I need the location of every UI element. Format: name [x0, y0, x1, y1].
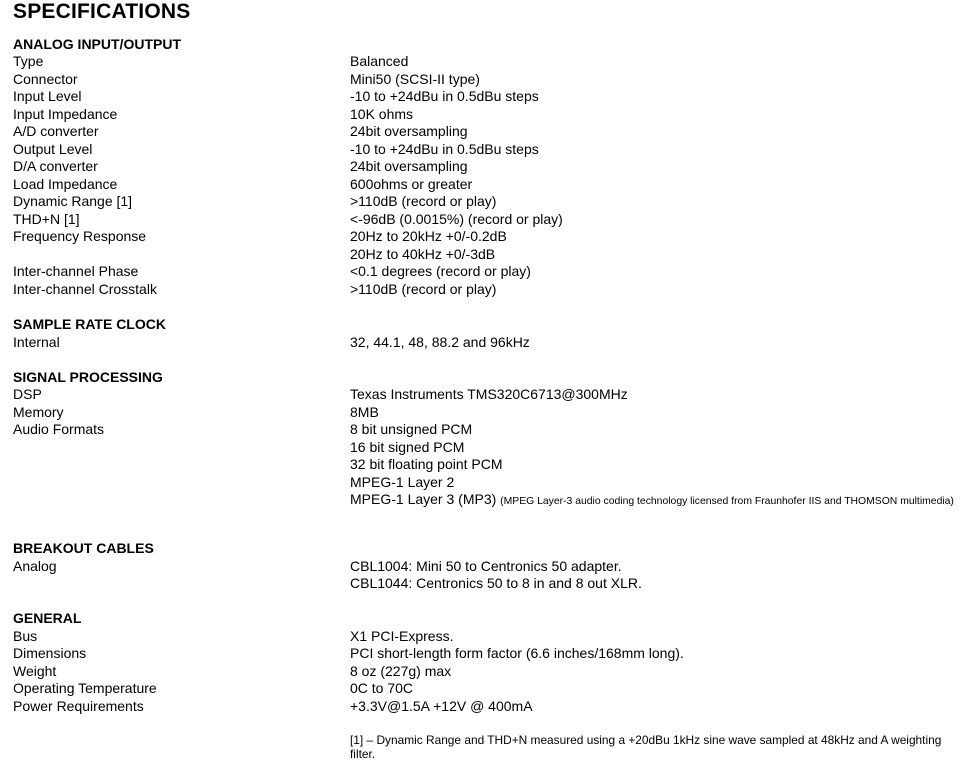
spec-row	[0, 281, 967, 299]
section-heading-label: BREAKOUT CABLES	[13, 540, 154, 556]
section-heading-signal	[0, 369, 967, 387]
spec-value: PCI short-length form factor (6.6 inches/168mm long).	[350, 645, 684, 661]
spec-row	[0, 71, 967, 89]
spec-row	[0, 439, 967, 457]
spec-value: 10K ohms	[350, 105, 414, 122]
spec-label: Memory	[13, 403, 64, 420]
spec-label: Load Impedance	[13, 175, 118, 192]
spec-value: <-96dB (0.0015%) (record or play)	[350, 210, 563, 227]
section-heading-general	[0, 610, 967, 628]
spec-value: 24bit oversampling	[350, 123, 468, 139]
spec-label: Inter-channel Crosstalk	[13, 280, 157, 297]
spec-label: Type	[13, 53, 44, 69]
spec-row	[0, 176, 967, 194]
section-heading-label: SIGNAL PROCESSING	[13, 368, 163, 385]
spec-value: 8MB	[350, 403, 379, 420]
spec-label: Weight	[13, 662, 57, 679]
spec-value: CBL1004: Mini 50 to Centronics 50 adapter.	[350, 557, 622, 574]
page-title: SPECIFICATIONS	[13, 0, 191, 23]
spec-label: A/D converter	[13, 123, 99, 139]
spec-row	[0, 491, 967, 523]
spec-value: >110dB (record or play)	[350, 193, 497, 209]
spec-row	[0, 228, 967, 246]
spec-value: MPEG-1 Layer 2	[350, 473, 455, 490]
spec-row	[0, 53, 967, 71]
spec-value: X1 PCI-Express.	[350, 627, 454, 644]
spec-value: >110dB (record or play)	[350, 280, 497, 297]
spec-label: Audio Formats	[13, 421, 105, 437]
spec-row	[0, 386, 967, 404]
spec-label: Frequency Response	[13, 228, 147, 244]
spec-value: Balanced	[350, 53, 409, 69]
spec-label: Dynamic Range [1]	[13, 193, 133, 209]
section-heading-label: ANALOG INPUT/OUTPUT	[13, 36, 181, 52]
spec-row	[0, 211, 967, 229]
spec-label: Analog	[13, 557, 57, 574]
spec-row	[0, 404, 967, 422]
license-note: (MPEG Layer-3 audio coding technology licensed from Fraunhofer IIS and THOMSON multimedia)	[500, 496, 954, 507]
spec-value: 32 bit floating point PCM	[350, 456, 503, 472]
spec-row	[0, 645, 967, 663]
spec-label: THD+N [1]	[13, 210, 80, 227]
spec-row	[0, 106, 967, 124]
spec-row	[0, 575, 967, 593]
spec-value: 20Hz to 20kHz +0/-0.2dB	[350, 228, 507, 244]
spec-value: <0.1 degrees (record or play)	[350, 263, 531, 279]
spec-label: D/A converter	[13, 158, 98, 174]
spec-row	[0, 263, 967, 281]
spec-value: Texas Instruments TMS320C6713@300MHz	[350, 386, 628, 402]
spec-label: Operating Temperature	[13, 680, 157, 696]
spec-row	[0, 698, 967, 716]
spec-value: 8 bit unsigned PCM	[350, 421, 473, 437]
spec-row	[0, 680, 967, 698]
spec-row	[0, 628, 967, 646]
spec-row	[0, 158, 967, 176]
spec-label: Inter-channel Phase	[13, 263, 139, 279]
section-heading-cables	[0, 540, 967, 558]
spec-value: 32, 44.1, 48, 88.2 and 96kHz	[350, 333, 530, 350]
spec-row	[0, 474, 967, 492]
spec-value: +3.3V@1.5A +12V @ 400mA	[350, 697, 533, 714]
spec-value: Mini50 (SCSI-II type)	[350, 70, 480, 87]
spec-row	[0, 193, 967, 211]
spec-value: 16 bit signed PCM	[350, 438, 465, 455]
spec-value: CBL1044: Centronics 50 to 8 in and 8 out XLR.	[350, 575, 642, 591]
spec-label: Input Level	[13, 88, 82, 104]
spec-value: 24bit oversampling	[350, 158, 468, 174]
spec-value: MPEG-1 Layer 3 (MP3)	[350, 491, 497, 507]
spec-row	[0, 246, 967, 264]
spec-value: -10 to +24dBu in 0.5dBu steps	[350, 140, 539, 157]
spec-value: -10 to +24dBu in 0.5dBu steps	[350, 88, 539, 104]
spec-label: Power Requirements	[13, 697, 144, 714]
spec-value: 8 oz (227g) max	[350, 662, 452, 679]
section-heading-analog	[0, 36, 967, 54]
spec-row	[0, 88, 967, 106]
spec-label: DSP	[13, 386, 42, 402]
spec-label: Dimensions	[13, 645, 87, 661]
spec-label: Internal	[13, 333, 60, 350]
spec-row	[0, 558, 967, 576]
spec-value-mp3	[350, 491, 960, 510]
spec-row	[0, 141, 967, 159]
spec-label: Input Impedance	[13, 105, 118, 122]
spec-label: Output Level	[13, 140, 93, 157]
section-heading-label: SAMPLE RATE CLOCK	[13, 316, 166, 332]
footnote: [1] – Dynamic Range and THD+N measured using a +20dBu 1kHz sine wave sampled at 48kHz and A weighting filter.	[350, 733, 942, 761]
spec-label: Connector	[13, 70, 78, 87]
spec-label: Bus	[13, 627, 38, 644]
spec-row	[0, 123, 967, 141]
spec-value: 20Hz to 40kHz +0/-3dB	[350, 245, 496, 262]
section-heading-clock	[0, 316, 967, 334]
spec-value: 600ohms or greater	[350, 175, 473, 192]
spec-row	[0, 334, 967, 352]
spec-value: 0C to 70C	[350, 680, 414, 696]
spec-row	[0, 456, 967, 474]
spec-row	[0, 421, 967, 439]
spec-row	[0, 663, 967, 681]
section-heading-label: GENERAL	[13, 610, 82, 626]
